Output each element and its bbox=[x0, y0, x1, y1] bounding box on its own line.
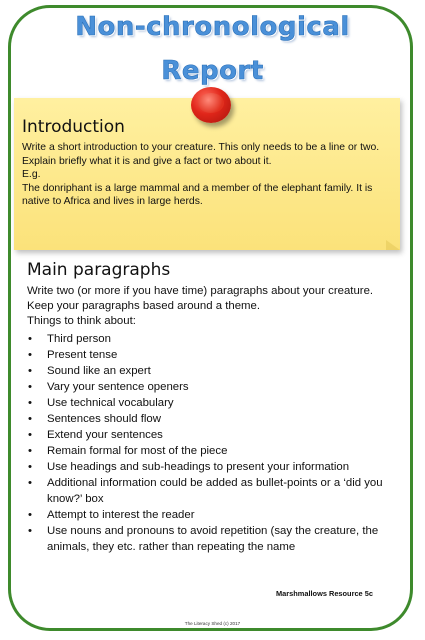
list-item bbox=[27, 427, 412, 443]
list-item bbox=[27, 507, 412, 523]
bullet-icon: • bbox=[28, 381, 32, 393]
bullet-icon: • bbox=[28, 525, 32, 537]
list-item-text: Third person bbox=[47, 333, 111, 345]
list-item bbox=[27, 379, 412, 395]
list-item bbox=[27, 523, 412, 555]
list-item bbox=[27, 363, 412, 379]
main-line: Things to think about: bbox=[27, 315, 136, 328]
main-line: Keep your paragraphs based around a theme. bbox=[27, 300, 261, 313]
list-item-text: Sentences should flow bbox=[47, 413, 161, 425]
intro-line: native to Africa and lives in large herds. bbox=[22, 196, 203, 208]
list-item bbox=[27, 443, 412, 459]
bullet-icon: • bbox=[28, 413, 32, 425]
list-item-text: Use nouns and pronouns to avoid repetition (say the creature, the animals, they etc. rather than repeating the name bbox=[47, 525, 379, 553]
main-paragraphs-heading: Main paragraphs bbox=[27, 260, 171, 280]
bullet-icon: • bbox=[28, 461, 32, 473]
resource-label: Marshmallows Resource 5c bbox=[276, 589, 373, 598]
list-item-text: Additional information could be added as bullet-points or a ‘did you know?’ box bbox=[47, 477, 383, 505]
bullet-icon: • bbox=[28, 509, 32, 521]
bullet-icon: • bbox=[28, 365, 32, 377]
main-line: Write two (or more if you have time) paragraphs about your creature. bbox=[27, 285, 374, 297]
title-line-1: Non-chronological bbox=[75, 12, 350, 42]
list-item-text: Vary your sentence openers bbox=[47, 381, 189, 393]
list-item bbox=[27, 395, 412, 411]
tips-list bbox=[27, 331, 412, 555]
copyright-text: The Literacy Shed (c) 2017 bbox=[184, 621, 241, 626]
list-item bbox=[27, 347, 412, 363]
introduction-text bbox=[22, 141, 402, 209]
list-item bbox=[27, 475, 412, 507]
intro-line: E.g. bbox=[22, 169, 41, 181]
list-item bbox=[27, 411, 412, 427]
bullet-icon: • bbox=[28, 349, 32, 361]
sticky-note-corner bbox=[386, 240, 400, 250]
bullet-icon: • bbox=[28, 477, 32, 489]
list-item bbox=[27, 459, 412, 475]
list-item-text: Present tense bbox=[47, 349, 118, 361]
list-item-text: Extend your sentences bbox=[47, 429, 163, 441]
bullet-icon: • bbox=[28, 397, 32, 409]
bullet-icon: • bbox=[28, 333, 32, 345]
intro-line: Explain briefly what it is and give a fact or two about it. bbox=[22, 155, 272, 167]
list-item-text: Sound like an expert bbox=[47, 365, 151, 377]
main-paragraphs-text bbox=[27, 284, 412, 330]
introduction-heading: Introduction bbox=[22, 117, 125, 137]
list-item-text: Use headings and sub-headings to present your information bbox=[47, 461, 350, 473]
pushpin-head bbox=[198, 93, 224, 113]
intro-line: The donriphant is a large mammal and a member of the elephant family. It is bbox=[22, 182, 373, 194]
list-item-text: Remain formal for most of the piece bbox=[47, 445, 228, 457]
list-item-text: Attempt to interest the reader bbox=[47, 509, 195, 521]
intro-line: Write a short introduction to your creature. This only needs to be a line or two. bbox=[22, 142, 380, 153]
bullet-icon: • bbox=[28, 445, 32, 457]
list-item bbox=[27, 331, 412, 347]
list-item-text: Use technical vocabulary bbox=[47, 397, 174, 409]
title-line-2: Report bbox=[161, 56, 264, 86]
bullet-icon: • bbox=[28, 429, 32, 441]
